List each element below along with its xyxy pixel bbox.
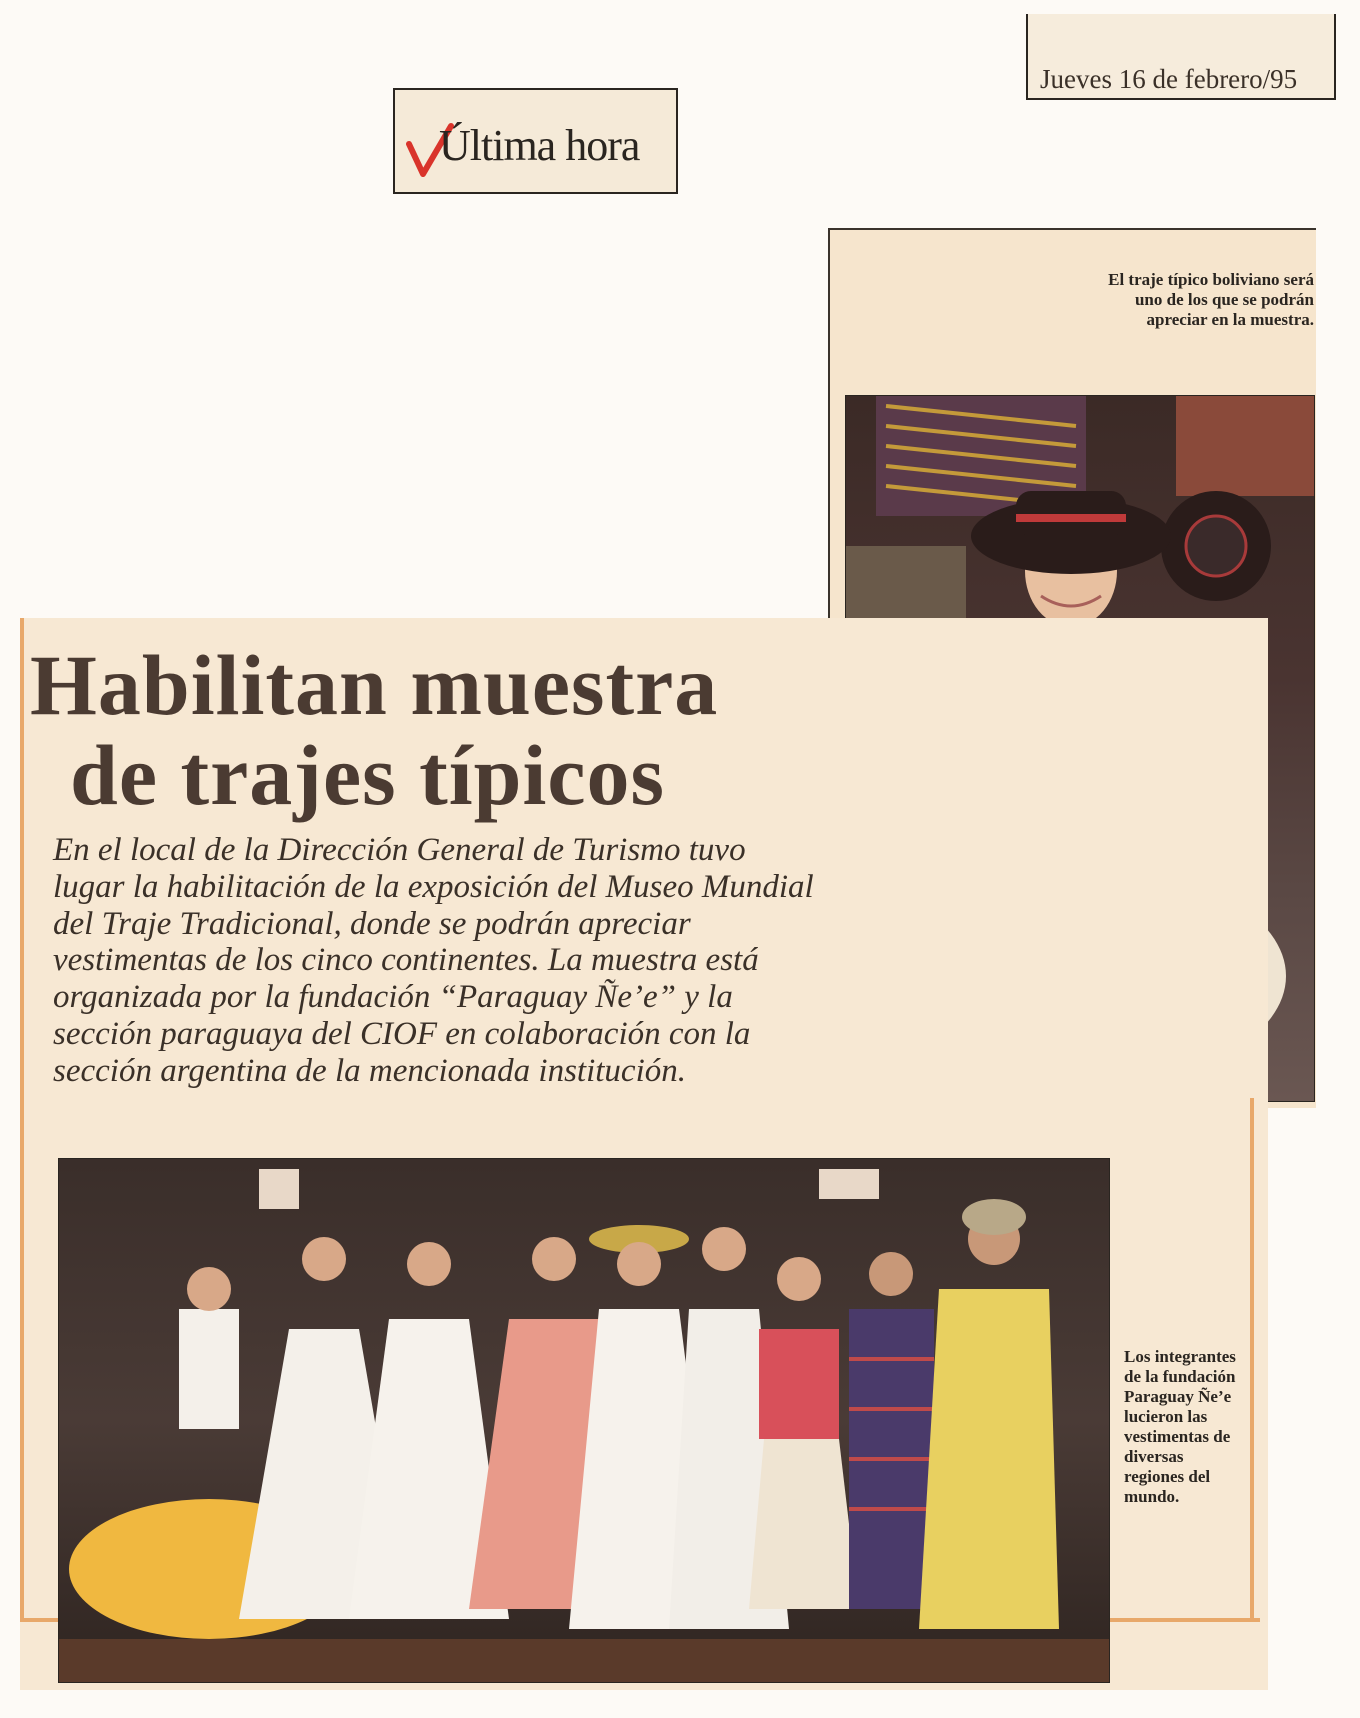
group-costume-illustration: [59, 1159, 1110, 1683]
article-lede: En el local de la Dirección General de Turismo tuvo lugar la habilitación de la exposición del Museo Mundial del Traje Tradicional, donde se podrán apreciar vestimentas de los cinco continentes. La muestra está organizada por la fundación “Paraguay Ñe’e” y la sección paraguaya del CIOF en colaboración con la sección argentina de la mencionada institución.: [53, 832, 814, 1089]
top-photo-caption: El traje típico boliviano será uno de los que se podrán apreciar en la muestra.: [1108, 270, 1314, 329]
section-label: Última hora: [439, 121, 640, 170]
accent-rule-right: [1250, 1098, 1254, 1622]
group-photo-caption: Los integrantes de la fundación Paraguay Ñe’e lucieron las vestimentas de diversas regiones del mundo.: [1124, 1347, 1236, 1506]
headline: [30, 637, 830, 823]
publication-date: Jueves 16 de febrero/95: [1040, 64, 1298, 94]
group-costume-photo: [58, 1158, 1110, 1683]
section-label-box: [393, 88, 678, 194]
headline-line-2: de trajes típicos: [70, 727, 665, 823]
accent-rule-left: [20, 618, 24, 1620]
date-box: [1026, 14, 1336, 100]
headline-line-1: Habilitan muestra: [30, 637, 719, 733]
